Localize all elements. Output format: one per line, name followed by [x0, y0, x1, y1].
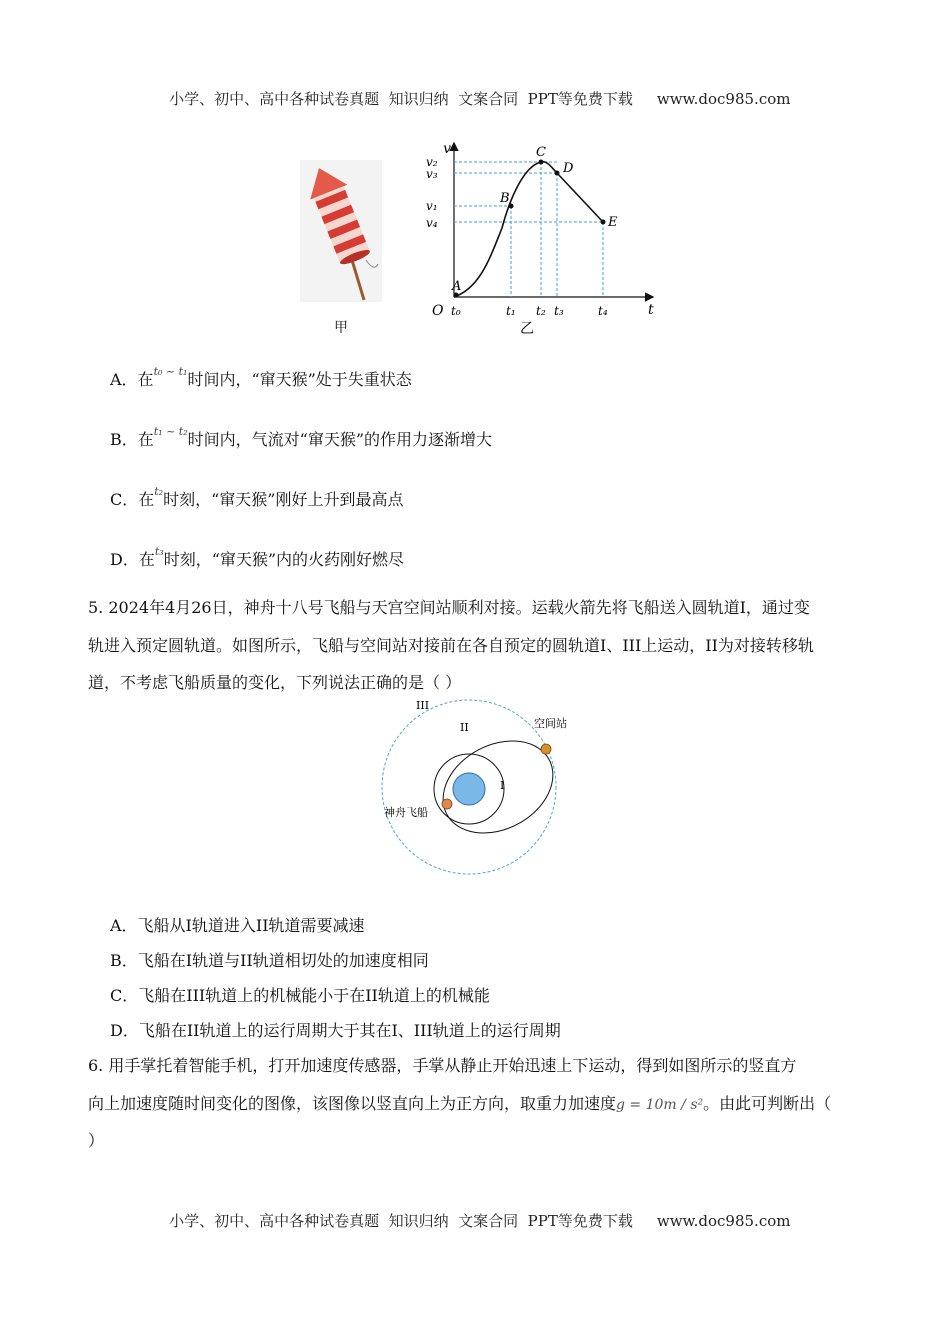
q4-option-d[interactable] [110, 547, 404, 570]
q4-option-a-math: t₀ ~ t₁ [153, 365, 188, 378]
header-text: 小学、初中、高中各种试卷真题 知识归纳 文案合同 PPT等免费下载 [169, 90, 633, 108]
q4-option-c-math: t₂ [154, 485, 164, 498]
axis-v-label: v [443, 141, 451, 157]
orbit-II [427, 723, 569, 852]
firework-rocket-illustration [300, 160, 382, 305]
q4-option-d-prefix: D．在 [110, 550, 155, 569]
space-station-label: 空间站 [534, 717, 567, 730]
x-label-t0: t₀ [451, 304, 461, 318]
y-label-v1: v₁ [426, 199, 438, 213]
q4-option-b-text: 时间内，气流对“窜天猴”的作用力逐渐增大 [187, 430, 493, 449]
v-t-graph [420, 138, 665, 338]
y-label-v2: v₂ [426, 155, 438, 169]
q6-line2-pre: 向上加速度随时间变化的图像，该图像以竖直向上为正方向，取重力加速度 [88, 1094, 617, 1113]
figure-jia [300, 160, 382, 340]
footer-site-link[interactable]: www.doc985.com [656, 1212, 791, 1230]
spacecraft-marker [442, 799, 452, 809]
figure-jia-caption: 甲 [334, 320, 348, 336]
orbit-II-label: II [460, 721, 469, 734]
q4-option-b[interactable] [110, 427, 492, 450]
orbit-III-label: III [416, 699, 430, 712]
q6-stem-line-3: ） [88, 1131, 105, 1150]
space-station-marker [541, 744, 551, 754]
point-C-label: C [536, 145, 546, 160]
q4-option-a-text: 时间内，“窜天猴”处于失重状态 [187, 370, 412, 389]
x-label-t4: t₄ [598, 304, 608, 318]
q4-option-c-text: 时刻，“窜天猴”刚好上升到最高点 [163, 490, 404, 509]
q5-option-d[interactable]: D．飞船在II轨道上的运行周期大于其在I、III轨道上的运行周期 [110, 1021, 561, 1040]
axis-t-label: t [648, 302, 654, 318]
footer-text: 小学、初中、高中各种试卷真题 知识归纳 文案合同 PPT等免费下载 [169, 1212, 633, 1230]
point-D-label: D [563, 161, 574, 176]
y-label-v4: v₄ [426, 216, 438, 230]
q4-option-d-text: 时刻，“窜天猴”内的火药刚好燃尽 [163, 550, 405, 569]
y-label-v3: v₃ [426, 167, 438, 181]
spacecraft-label: 神舟飞船 [384, 806, 428, 819]
orbit-figure [380, 695, 570, 880]
page-header [0, 70, 950, 109]
point-B-label: B [500, 191, 510, 206]
orbit-diagram [380, 695, 570, 880]
q6-line2-post: 。由此可判断出（ [703, 1094, 832, 1113]
q4-option-c-prefix: C．在 [110, 490, 155, 509]
header-site-link[interactable]: www.doc985.com [656, 90, 791, 108]
x-label-t2: t₂ [536, 304, 546, 318]
q6-line2-math: g = 10m / s² [616, 1097, 704, 1113]
velocity-curve [454, 162, 603, 297]
q4-option-b-prefix: B．在 [110, 430, 154, 449]
earth-body [453, 773, 485, 805]
point-E-label: E [608, 215, 618, 230]
q6-stem-line-2 [88, 1091, 831, 1114]
q4-option-b-math: t₁ ~ t₂ [153, 425, 188, 438]
q5-option-c[interactable]: C．飞船在III轨道上的机械能小于在II轨道上的机械能 [110, 986, 490, 1005]
origin-label: O [432, 303, 444, 319]
page-footer [0, 1192, 950, 1231]
q5-stem-line-3: 道，不考虑飞船质量的变化，下列说法正确的是（ ） [88, 673, 462, 692]
x-label-t3: t₃ [554, 304, 564, 318]
q5-stem-line-2: 轨进入预定圆轨道。如图所示，飞船与空间站对接前在各自预定的圆轨道I、III上运动，II为对接转移轨 [88, 636, 814, 655]
point-D-marker [555, 171, 560, 176]
point-A-label: A [452, 279, 462, 294]
figure-yi-caption: 乙 [520, 321, 534, 337]
q5-stem-line-1: 5. 2024年4月26日，神舟十八号飞船与天宫空间站顺利对接。运载火箭先将飞船送入圆轨道I，通过变 [88, 598, 810, 617]
point-C-marker [539, 160, 544, 165]
orbit-I-label: I [500, 779, 505, 792]
point-E-marker [601, 220, 606, 225]
q5-option-a[interactable]: A．飞船从I轨道进入II轨道需要减速 [110, 916, 365, 935]
x-label-t1: t₁ [506, 304, 516, 318]
q4-option-a-prefix: A．在 [110, 370, 154, 389]
q5-option-b[interactable]: B．飞船在I轨道与II轨道相切处的加速度相同 [110, 951, 429, 970]
figure-yi [420, 138, 665, 338]
q6-stem-line-1: 6. 用手掌托着智能手机，打开加速度传感器，手掌从静止开始迅速上下运动，得到如图所示的竖直方 [88, 1056, 797, 1075]
q4-option-d-math: t₃ [154, 545, 164, 558]
q4-option-a[interactable] [110, 367, 412, 390]
q4-option-c[interactable] [110, 487, 403, 510]
